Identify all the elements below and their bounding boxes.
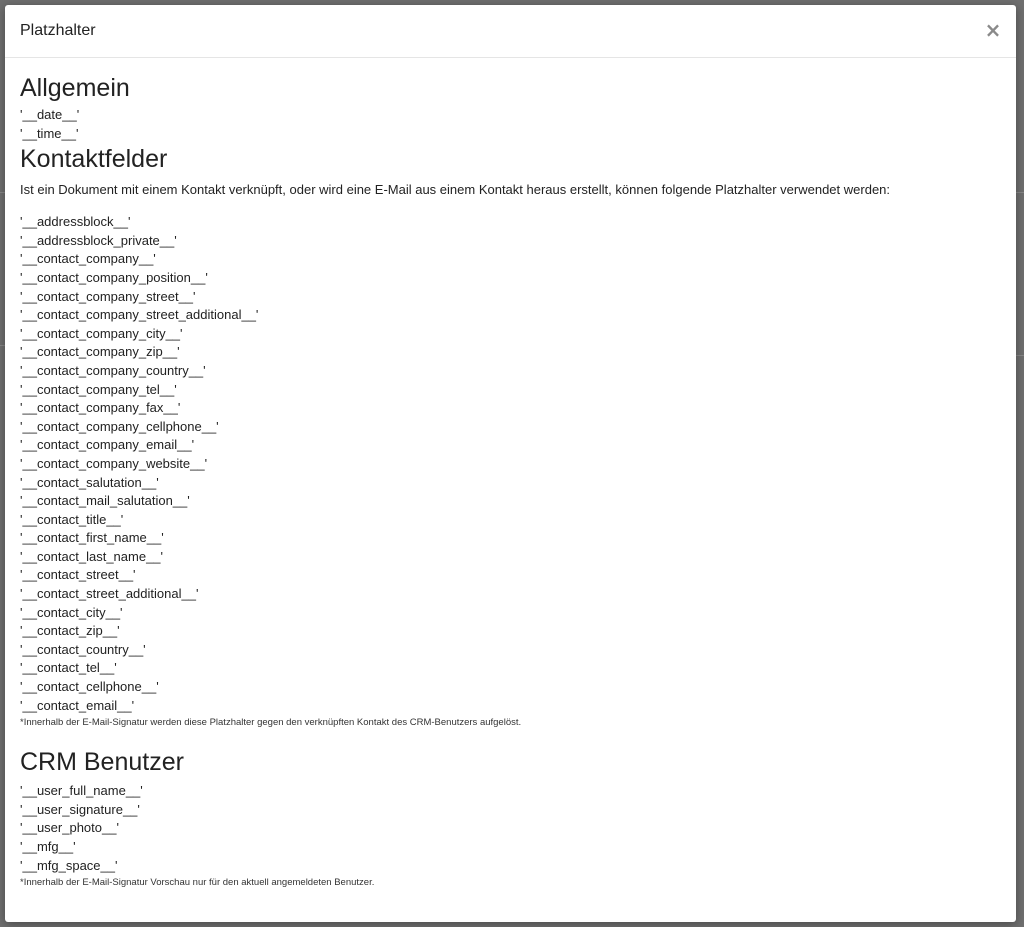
placeholder-dialog (5, 5, 1016, 922)
close-button[interactable]: × (982, 19, 1004, 41)
placeholder-item: '__contact_email__' (20, 697, 135, 713)
placeholder-item: '__contact_first_name__' (20, 530, 164, 546)
placeholder-item: '__user_photo__' (20, 820, 119, 836)
dialog-header (5, 5, 1016, 58)
placeholder-item: '__contact_company_email__' (20, 437, 195, 453)
placeholder-item: '__contact_last_name__' (20, 548, 164, 564)
placeholder-item: '__contact_company_street__' (20, 288, 196, 304)
placeholder-item: '__user_signature__' (20, 801, 140, 817)
crm-user-footnote: *Innerhalb der E-Mail-Signatur Vorschau nur für den aktuell angemeldeten Benutzer. (20, 877, 375, 889)
placeholder-item: '__contact_company_fax__' (20, 400, 181, 416)
placeholder-item: '__contact_country__' (20, 641, 146, 657)
placeholder-item: '__contact_tel__' (20, 660, 117, 676)
section-heading-general: Allgemein (20, 74, 130, 102)
placeholder-item: '__mfg__' (20, 839, 76, 854)
background-divider (1016, 192, 1024, 193)
placeholder-item: '__contact_company_zip__' (20, 344, 180, 360)
placeholder-item: '__contact_company__' (20, 251, 156, 267)
placeholder-item: '__contact_street_additional__' (20, 586, 199, 602)
background-divider (1016, 355, 1024, 356)
placeholder-item: '__contact_cellphone__' (20, 679, 159, 695)
placeholder-item: '__contact_company_tel__' (20, 381, 177, 397)
placeholder-item: '__contact_company_city__' (20, 325, 183, 341)
placeholder-item: '__contact_company_cellphone__' (20, 418, 219, 434)
placeholder-item: '__user_full_name__' (20, 783, 143, 799)
placeholder-item: '__contact_street__' (20, 567, 136, 583)
general-placeholder-list (20, 106, 1001, 143)
dialog-title: Platzhalter (20, 22, 96, 39)
placeholder-item: '__contact_company_country__' (20, 362, 206, 378)
placeholder-item: '__contact_title__' (20, 511, 124, 527)
section-heading-crm-user: CRM Benutzer (20, 748, 184, 777)
placeholder-item: '__addressblock__' (20, 214, 131, 230)
crm-user-placeholder-list (20, 782, 1001, 875)
placeholder-item: '__date__' (20, 107, 80, 122)
placeholder-item: '__time__' (20, 125, 79, 141)
contact-footnote: *Innerhalb der E-Mail-Signatur werden diese Platzhalter gegen den verknüpften Kontakt des CRM-Benutzers aufgelöst. (20, 717, 522, 729)
placeholder-item: '__addressblock_private__' (20, 232, 177, 248)
placeholder-item: '__contact_salutation__' (20, 474, 159, 490)
contact-placeholder-list (20, 213, 1001, 715)
placeholder-item: '__contact_company_street_additional__' (20, 307, 259, 323)
dialog-body (5, 58, 1016, 890)
placeholder-item: '__contact_city__' (20, 604, 123, 620)
placeholder-item: '__contact_mail_salutation__' (20, 493, 190, 509)
placeholder-item: '__contact_zip__' (20, 623, 120, 639)
placeholder-item: '__mfg_space__' (20, 857, 118, 873)
section-heading-contact: Kontaktfelder (20, 145, 168, 174)
placeholder-item: '__contact_company_position__' (20, 269, 208, 285)
placeholder-item: '__contact_company_website__' (20, 455, 208, 471)
contact-intro-text: Ist ein Dokument mit einem Kontakt verknüpft, oder wird eine E-Mail aus einem Kontakt heraus erstellt, können folgende Platzhalter verwendet werden: (20, 182, 891, 198)
